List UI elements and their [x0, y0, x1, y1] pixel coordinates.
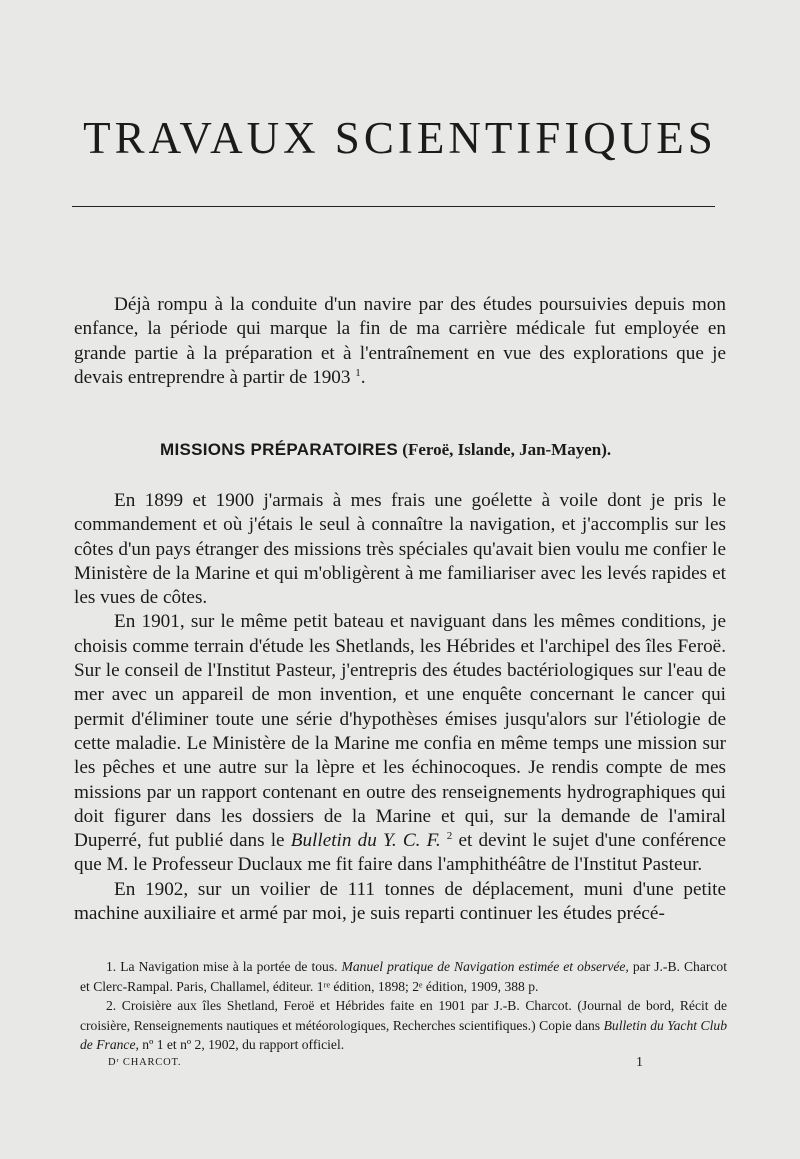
footer-author: Dʳ CHARCOT. — [108, 1057, 182, 1068]
section-heading-caps: MISSIONS PRÉPARATOIRES — [160, 440, 399, 459]
intro-period: . — [360, 366, 366, 388]
footnote-2 — [80, 996, 727, 1055]
title-rule — [72, 206, 715, 207]
page-title: TRAVAUX SCIENTIFIQUES — [83, 113, 717, 163]
footnote-ref-2: 2 — [446, 830, 453, 843]
footnote-1-end: par J.-B. Charcot et Clerc-Rampal. Paris, Challamel, éditeur. 1ʳᵉ édition, 1898; 2ᵉ édition, 1909, 388 p. — [80, 959, 727, 994]
footnote-2-text: 2. Croisière aux îles Shetland, Feroë et Hébrides faite en 1901 par J.-B. Charcot. (Journal de bord, Récit de croisière, Renseignements nautiques et météorologiques, Recherches scientifiques.) Copie dans — [80, 998, 727, 1033]
page-footer — [108, 1057, 643, 1068]
intro-section — [74, 293, 726, 390]
paragraph-1901-text: En 1901, sur le même petit bateau et naviguant dans les mêmes conditions, je choisis comme terrain d'étude les Shetlands, les Hébrides et l'archipel des îles Feroë. Sur le conseil de l'Institut Pasteur, j'entrepris des études bactériologiques sur l'eau de mer avec un appareil de mon invention, et une enquête concernant le cancer qui permit d'éliminer toute une série d'hypothèses émises jusqu'alors sur l'étiologie de cette maladie. Le Ministère de la Marine me confia en même temps une mission sur les pêches et une autre sur la lèpre et les échinocoques. Je rendis compte de mes missions par un rapport contenant en outre des renseignements hydrographiques qui doit figurer dans les dossiers de la Marine et qui, sur la demande de l'amiral Duperré, fut publié dans le — [74, 611, 726, 852]
footnote-ref-1: 1 — [355, 366, 361, 379]
footnotes — [80, 957, 727, 1055]
section-heading-places: (Feroë, Islande, Jan-Mayen). — [402, 440, 612, 459]
missions-section — [74, 489, 726, 926]
intro-text: Déjà rompu à la conduite d'un navire par des études poursuivies depuis mon enfance, la période qui marque la fin de ma carrière médicale fut employée en grande partie à la préparation et à l'entraînement en vue des explorations que je devais entreprendre à partir de 1903 — [74, 294, 726, 388]
footnote-1-text: 1. La Navigation mise à la portée de tous. — [106, 959, 338, 974]
paragraph-1902: En 1902, sur un voilier de 111 tonnes de déplacement, muni d'une petite machine auxiliaire et armé par moi, je suis reparti continuer les études précé- — [74, 878, 726, 925]
footnote-2-end: nº 1 et nº 2, 1902, du rapport officiel. — [142, 1037, 345, 1052]
paragraph-1901 — [74, 610, 726, 877]
paragraph-1901-end: et devint le sujet d'une conférence que M. le Professeur Duclaux me fit faire dans l'amphithéâtre de l'Institut Pasteur. — [74, 830, 726, 876]
intro-paragraph — [74, 293, 726, 390]
paragraph-1899: En 1899 et 1900 j'armais à mes frais une goélette à voile dont je pris le commandement et où j'étais le seul à connaître la navigation, et j'accomplis sur les côtes d'un pays étranger des missions très spéciales qu'avait bien voulu me confier le Ministère de la Marine et qui m'obligèrent à me familiariser avec les levés rapides et les vues de côtes. — [74, 490, 726, 609]
footnote-2-italic: Bulletin du Yacht Club de France, — [80, 1017, 727, 1052]
page-number: 1 — [636, 1055, 643, 1070]
footnote-1 — [80, 957, 727, 996]
footnote-1-italic: Manuel pratique de Navigation estimée et observée, — [341, 959, 629, 974]
section-heading — [160, 440, 720, 460]
bulletin-title: Bulletin du Y. C. F. — [290, 830, 441, 852]
